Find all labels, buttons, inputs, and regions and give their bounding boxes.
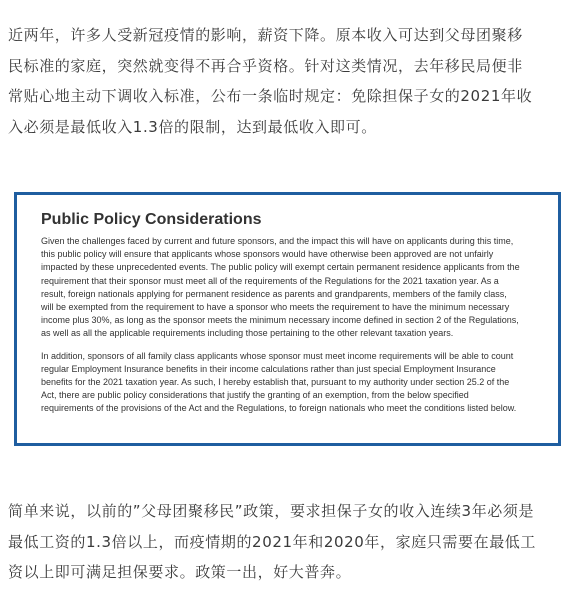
summary-line: 简单来说，以前的”父母团聚移民”政策，要求担保子女的收入连续3年必须是 — [8, 502, 535, 520]
intro-line: 入必须是最低收入1.3倍的限制，达到最低收入即可。 — [8, 117, 377, 136]
excerpt-line: as well as all the applicable requirements including those pertaining to the other relevant taxation years. — [41, 328, 454, 339]
excerpt-line: Act, there are public policy considerations that justify the granting of an exemption, from the below specified — [41, 390, 469, 401]
excerpt-line: requirements of the provisions of the Act and the Regulations, to foreign nationals who meet the conditions listed below. — [41, 403, 517, 414]
excerpt-line: this public policy will ensure that applicants whose sponsors would have otherwise been approved are not unfairly — [41, 249, 494, 260]
excerpt-line: In addition, sponsors of all family class applicants whose sponsor must meet income requirements will be able to count — [41, 350, 514, 361]
summary-line: 最低工资的1.3倍以上，而疫情期的2021年和2020年，家庭只需要在最低工 — [8, 532, 537, 551]
excerpt-line: income plus 30%, as long as the sponsor meets the minimum necessary income defined in section 2 of the Regulations, — [41, 315, 519, 326]
excerpt-line: result, foreign nationals applying for permanent residence as parents and grandparents, members of the family class, — [41, 288, 507, 299]
excerpt-line: will be exempted from the requirement to have a sponsor who meets the requirement to have the minimum necessary — [41, 302, 510, 313]
intro-line: 民标准的家庭，突然就变得不再合乎资格。针对这类情况，去年移民局便非 — [8, 56, 523, 75]
summary-paragraph — [8, 496, 574, 588]
excerpt-line: benefits for the 2021 taxation year. As such, I hereby establish that, pursuant to my authority under section 25.2 of the — [41, 377, 510, 388]
policy-excerpt-paragraph-1 — [41, 235, 536, 341]
intro-line: 常贴心地主动下调收入标准，公布一条临时规定：免除担保子女的2021年收 — [8, 87, 533, 105]
intro-paragraph — [8, 20, 574, 142]
intro-line: 近两年，许多人受新冠疫情的影响，薪资下降。原本收入可达到父母团聚移 — [8, 26, 523, 44]
policy-excerpt-paragraph-2 — [41, 350, 536, 416]
policy-excerpt-image — [14, 192, 561, 446]
excerpt-line: regular Employment Insurance benefits in their income calculations rather than just special Employment Insurance — [41, 363, 496, 374]
excerpt-line: Given the challenges faced by current and future sponsors, and the impact this will have on applicants during this time, — [41, 236, 514, 246]
excerpt-line: impacted by these unprecedented events. The public policy will exempt certain permanent residence applicants from the — [41, 262, 520, 273]
excerpt-line: requirement that their sponsor must meet all of the requirements of the Regulations for the 2021 taxation year. As a — [41, 275, 499, 286]
policy-excerpt-title: Public Policy Considerations — [41, 211, 262, 228]
summary-line: 资以上即可满足担保要求。政策一出，好大普奔。 — [8, 563, 352, 581]
